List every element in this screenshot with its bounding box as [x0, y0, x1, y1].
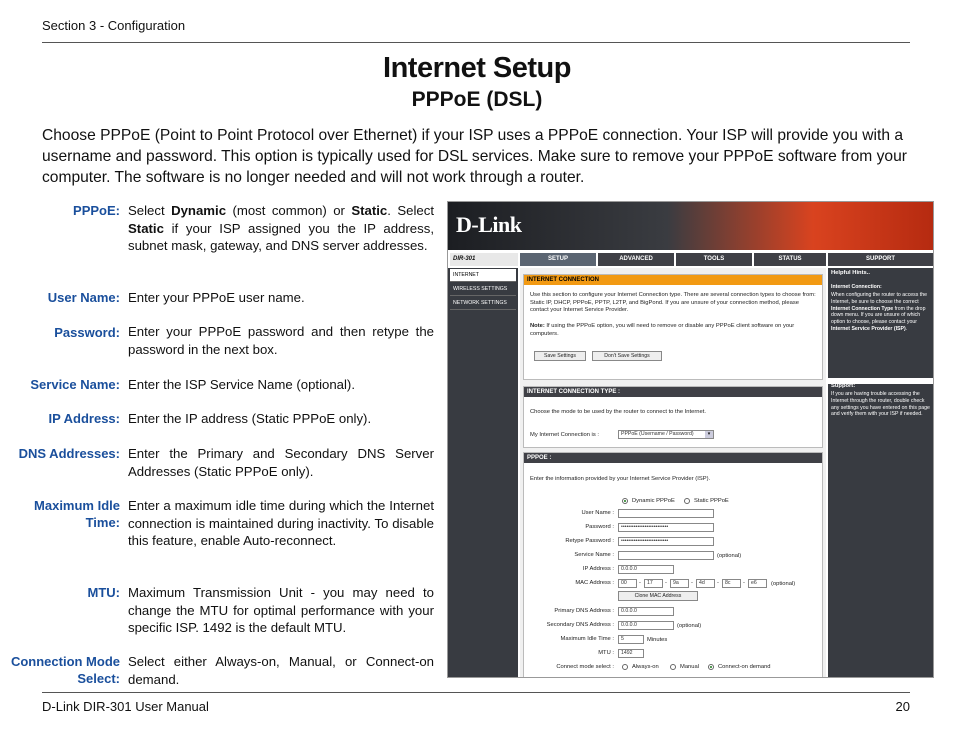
clone-mac-button[interactable]: Clone MAC Address: [618, 591, 698, 601]
secondary-dns-label: Secondary DNS Address :: [546, 622, 614, 628]
mac-input-4[interactable]: 4d: [696, 579, 715, 588]
def-dns-addresses: Enter the Primary and Secondary DNS Server Addresses (Static PPPoE only).: [128, 446, 434, 479]
dynamic-pppoe-radio[interactable]: [622, 498, 628, 504]
connect-on-demand-radio[interactable]: [708, 664, 714, 670]
term-pppoe: PPPoE:: [73, 203, 120, 218]
connect-mode-label: Connect mode select :: [556, 664, 614, 670]
dont-save-settings-button[interactable]: Don't Save Settings: [592, 351, 662, 361]
definition-list: [0, 0, 440, 738]
term-connection-mode: Connection Mode Select:: [10, 654, 120, 686]
hints-text: When configuring the router to access the Internet, be sure to choose the correct Internet Connection Type from the drop down menu. If you are unsure of which option to choose, please contact your Internet Service Provider (ISP).: [831, 292, 928, 332]
mac-separator: -: [691, 580, 693, 586]
sidebar-item-internet[interactable]: INTERNET: [450, 269, 516, 282]
internet-connection-title: INTERNET CONNECTION: [524, 275, 822, 285]
always-on-label: Always-on: [632, 664, 659, 670]
always-on-radio[interactable]: [622, 664, 628, 670]
def-max-idle-time: Enter a maximum idle time during which the Internet connection is maintained during inactivity. To disable this feature, enable Auto-reconnect.: [128, 498, 434, 548]
sidebar: [448, 268, 518, 678]
max-idle-label: Maximum Idle Time :: [560, 636, 614, 642]
def-ip-address: Enter the IP address (Static PPPoE only).: [128, 411, 372, 426]
manual-radio[interactable]: [670, 664, 676, 670]
mac-separator: -: [743, 580, 745, 586]
pppoe-text: Enter the information provided by your Internet Service Provider (ISP).: [530, 476, 711, 482]
connection-type-text: Choose the mode to be used by the router to connect to the Internet.: [530, 409, 706, 415]
mtu-label: MTU :: [598, 650, 614, 656]
connect-on-demand-label: Connect-on demand: [718, 664, 771, 670]
retype-password-label: Retype Password :: [565, 538, 614, 544]
term-dns-addresses: DNS Addresses:: [18, 446, 120, 461]
def-user-name: Enter your PPPoE user name.: [128, 290, 305, 305]
primary-dns-input[interactable]: 0.0.0.0: [618, 607, 674, 616]
section-header: Section 3 - Configuration: [42, 18, 186, 33]
mac-separator: -: [639, 580, 641, 586]
mac-input-2[interactable]: 17: [644, 579, 663, 588]
model-label: DIR-301: [450, 253, 518, 266]
sidebar-item-network[interactable]: NETWORK SETTINGS: [450, 297, 516, 310]
sdns-optional-label: (optional): [677, 623, 702, 629]
page-subtitle: PPPoE (DSL): [411, 88, 543, 111]
term-mtu: MTU:: [87, 585, 120, 600]
mtu-input[interactable]: 1492: [618, 649, 644, 658]
ip-address-input[interactable]: 0.0.0.0: [618, 565, 674, 574]
def-password: Enter your PPPoE password and then retype the password in the next box.: [128, 324, 434, 357]
tab-support[interactable]: SUPPORT: [828, 253, 933, 266]
def-pppoe: Select Dynamic (most common) or Static. Select Static if your ISP assigned you the IP address, subnet mask, gateway, and DNS server addresses.: [128, 203, 434, 253]
connection-type-select[interactable]: PPPoE (Username / Password): [618, 430, 714, 439]
mac-input-5[interactable]: 8c: [722, 579, 741, 588]
tab-status[interactable]: STATUS: [754, 253, 826, 266]
term-service-name: Service Name:: [30, 377, 120, 392]
dynamic-pppoe-label: Dynamic PPPoE: [632, 498, 675, 504]
def-mtu: Maximum Transmission Unit - you may need to change the MTU for optimal performance with your specific ISP. 1492 is the default MTU.: [128, 585, 434, 635]
tab-tools[interactable]: TOOLS: [676, 253, 752, 266]
save-settings-button[interactable]: Save Settings: [534, 351, 586, 361]
user-name-input[interactable]: [618, 509, 714, 518]
def-connection-mode: Select either Always-on, Manual, or Connect-on demand.: [128, 654, 434, 687]
service-optional-label: (optional): [717, 553, 742, 559]
password-label: Password :: [585, 524, 614, 530]
pppoe-box: [523, 452, 823, 678]
internet-connection-box: [523, 274, 823, 380]
retype-password-input[interactable]: ••••••••••••••••••••••••••: [618, 537, 714, 546]
max-idle-input[interactable]: 5: [618, 635, 644, 644]
password-input[interactable]: ••••••••••••••••••••••••••: [618, 523, 714, 532]
tab-advanced[interactable]: ADVANCED: [598, 253, 674, 266]
static-pppoe-radio[interactable]: [684, 498, 690, 504]
manual-label: Manual: [680, 664, 700, 670]
term-ip-address: IP Address:: [48, 411, 120, 426]
secondary-dns-input[interactable]: 0.0.0.0: [618, 621, 674, 630]
ip-address-label: IP Address :: [582, 566, 614, 572]
term-max-idle-time: Maximum Idle Time:: [34, 498, 120, 530]
mac-optional-label: (optional): [771, 581, 796, 587]
hints-subtitle: Internet Connection:: [831, 284, 882, 290]
term-password: Password:: [54, 325, 120, 340]
router-screenshot: [447, 201, 934, 678]
mac-separator: -: [665, 580, 667, 586]
hints-title: Helpful Hints..: [831, 270, 870, 276]
support-title: Support:: [831, 383, 856, 389]
dlink-logo: D-Link: [456, 212, 522, 237]
minutes-label: Minutes: [647, 637, 668, 643]
page-title: Internet Setup: [383, 52, 571, 84]
mac-input-6[interactable]: e6: [748, 579, 767, 588]
tab-setup[interactable]: SETUP: [520, 253, 596, 266]
pppoe-title: PPPOE :: [524, 453, 822, 463]
term-user-name: User Name:: [47, 290, 120, 305]
service-name-input[interactable]: [618, 551, 714, 560]
connection-type-box: [523, 386, 823, 448]
primary-dns-label: Primary DNS Address :: [554, 608, 614, 614]
connection-type-label: My Internet Connection is :: [530, 432, 599, 438]
mac-separator: -: [717, 580, 719, 586]
intro-paragraph: Choose PPPoE (Point to Point Protocol over Ethernet) if your ISP uses a PPPoE connection. Your ISP will provide you with a username and password. This option is typically used for DSL services. Make sure to remove your PPPoE software from your computer. The software is no longer needed and will not work through a router.: [42, 127, 907, 186]
footer-divider: [42, 692, 910, 693]
connection-type-title: INTERNET CONNECTION TYPE :: [524, 387, 822, 397]
page-number: 20: [895, 699, 910, 714]
internet-connection-text: Use this section to configure your Internet Connection type. There are several connection types to choose from: Static IP, DHCP, PPPoE, PPTP, L2TP, and BigPond. If you are unsure of your connection method, please contact your Internet Service Provider.: [530, 292, 816, 313]
service-name-label: Service Name :: [574, 552, 614, 558]
chevron-down-icon[interactable]: ▾: [705, 431, 713, 438]
mac-input-3[interactable]: 9a: [670, 579, 689, 588]
support-text: If you are having trouble accessing the Internet through the router, double check any settings you have entered on this page and verify them with your ISP if needed.: [831, 391, 930, 418]
static-pppoe-label: Static PPPoE: [694, 498, 729, 504]
footer-manual-title: D-Link DIR-301 User Manual: [42, 699, 209, 714]
internet-connection-note: Note: If using the PPPoE option, you will need to remove or disable any PPPoE client software on your computers.: [530, 323, 795, 337]
def-service-name: Enter the ISP Service Name (optional).: [128, 377, 355, 392]
mac-address-label: MAC Address :: [575, 580, 614, 586]
mac-input-1[interactable]: 00: [618, 579, 637, 588]
user-name-label: User Name :: [581, 510, 614, 516]
sidebar-item-wireless[interactable]: WIRELESS SETTINGS: [450, 283, 516, 296]
